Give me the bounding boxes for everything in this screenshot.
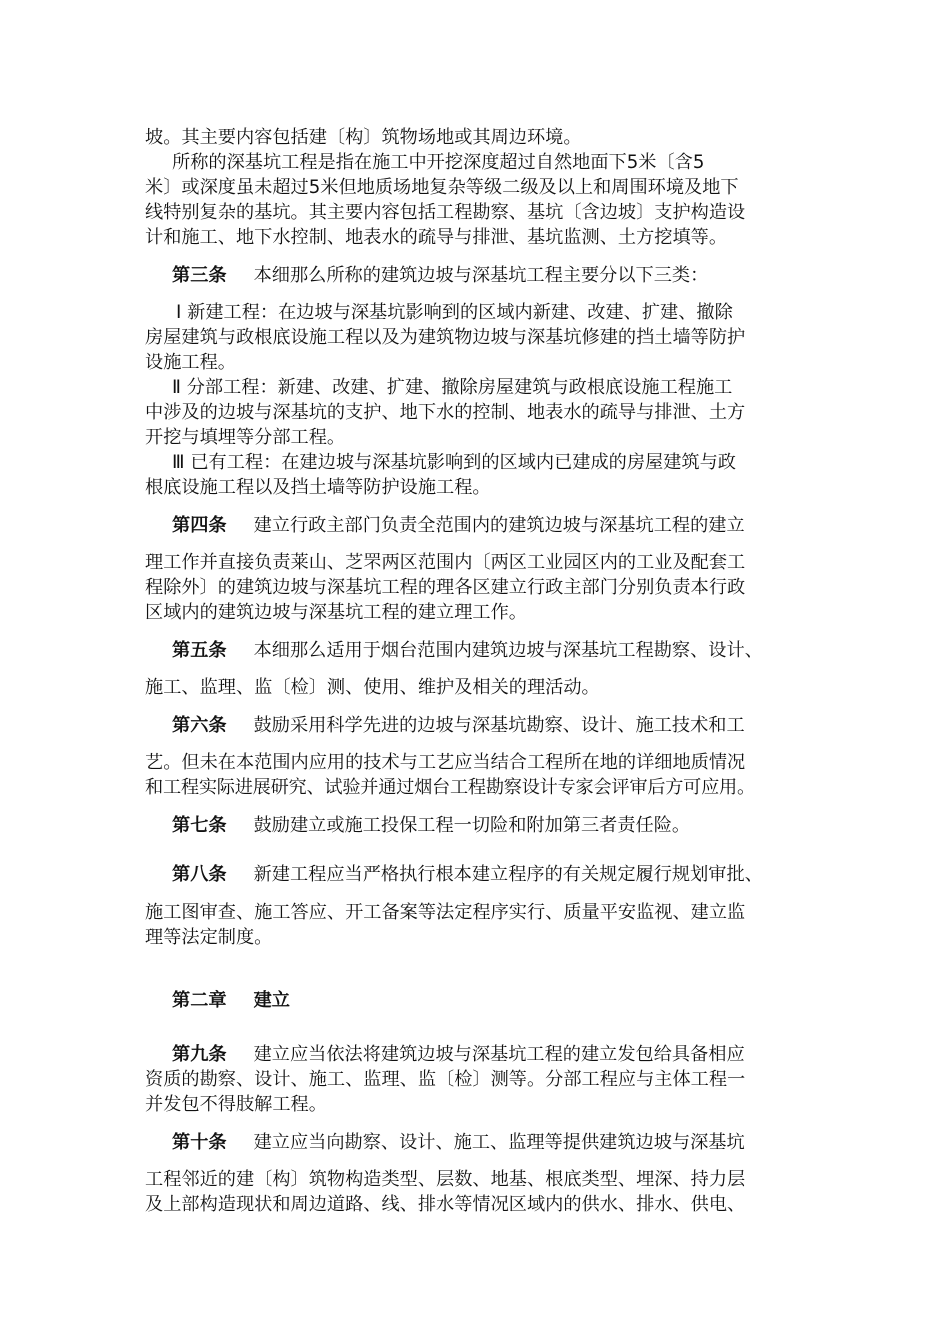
- paragraph-line: 程除外〕的建筑边坡与深基坑工程的理各区建立行政主部门分别负责本行政: [145, 577, 746, 598]
- category-item: Ⅲ 已有工程：在建边坡与深基坑影响到的区域内已建成的房屋建筑与政: [172, 452, 736, 473]
- paragraph-line: 根底设施工程以及挡土墙等防护设施工程。: [145, 477, 491, 498]
- article-6: [172, 713, 745, 738]
- article-label: 第四条: [172, 515, 227, 536]
- article-label: 第七条: [172, 815, 227, 836]
- article-9: [172, 1042, 745, 1067]
- article-text: 建立应当向勘察、设计、施工、监理等提供建筑边坡与深基坑: [253, 1132, 745, 1153]
- article-text: 本细那么所称的建筑边坡与深基坑工程主要分以下三类：: [253, 265, 709, 286]
- paragraph-line: 艺。但未在本范围内应用的技术与工艺应当结合工程所在地的详细地质情况: [145, 752, 746, 773]
- chapter-heading: [172, 988, 290, 1013]
- paragraph-line: 开挖与填埋等分部工程。: [145, 427, 346, 448]
- paragraph-line: 施工图审查、施工答应、开工备案等法定程序实行、质量平安监视、建立监: [145, 902, 746, 923]
- article-label: 第十条: [172, 1132, 227, 1153]
- paragraph-line: 资质的勘察、设计、施工、监理、监〔检〕测等。分部工程应与主体工程一: [145, 1069, 746, 1090]
- article-text: 鼓励采用科学先进的边坡与深基坑勘察、设计、施工技术和工: [253, 715, 745, 736]
- paragraph-line: 房屋建筑与政根底设施工程以及为建筑物边坡与深基坑修建的挡土墙等防护: [145, 327, 746, 348]
- article-label: 第三条: [172, 265, 227, 286]
- article-text: 本细那么适用于烟台范围内建筑边坡与深基坑工程勘察、设计、: [253, 640, 763, 661]
- article-text: 建立应当依法将建筑边坡与深基坑工程的建立发包给具备相应: [253, 1044, 745, 1065]
- article-text: 建立行政主部门负责全范围内的建筑边坡与深基坑工程的建立: [253, 515, 745, 536]
- paragraph-line: 理工作并直接负责莱山、芝罘两区范围内〔两区工业园区内的工业及配套工: [145, 552, 746, 573]
- paragraph-line: 计和施工、地下水控制、地表水的疏导与排泄、基坑监测、土方挖填等。: [145, 227, 728, 248]
- paragraph-line: 工程邻近的建〔构〕筑物构造类型、层数、地基、根底类型、埋深、持力层: [145, 1169, 746, 1190]
- paragraph-line: 中涉及的边坡与深基坑的支护、地下水的控制、地表水的疏导与排泄、土方: [145, 402, 746, 423]
- paragraph-line: 理等法定制度。: [145, 927, 273, 948]
- chapter-title: 建立: [253, 990, 290, 1011]
- article-label: 第八条: [172, 864, 227, 885]
- paragraph-line: 并发包不得肢解工程。: [145, 1094, 327, 1115]
- paragraph-line: 所称的深基坑工程是指在施工中开挖深度超过自然地面下5米〔含5: [172, 152, 705, 173]
- article-text: 新建工程应当严格执行根本建立程序的有关规定履行规划审批、: [253, 864, 763, 885]
- article-5: [172, 638, 763, 663]
- chapter-number: 第二章: [172, 990, 227, 1011]
- paragraph-line: 区域内的建筑边坡与深基坑工程的建立理工作。: [145, 602, 527, 623]
- article-8: [172, 862, 763, 887]
- paragraph-line: 设施工程。: [145, 352, 236, 373]
- article-10: [172, 1130, 745, 1155]
- paragraph-line: 线特别复杂的基坑。其主要内容包括工程勘察、基坑〔含边坡〕支护构造设: [145, 202, 746, 223]
- paragraph-line: 米〕或深度虽未超过5米但地质场地复杂等级二级及以上和周围环境及地下: [145, 177, 739, 198]
- article-text: 鼓励建立或施工投保工程一切险和附加第三者责任险。: [253, 815, 691, 836]
- paragraph-line: 及上部构造现状和周边道路、线、排水等情况区域内的供水、排水、供电、: [145, 1194, 746, 1215]
- paragraph-line: 和工程实际进展研究、试验并通过烟台工程勘察设计专家会评审后方可应用。: [145, 777, 755, 798]
- category-item: Ⅱ 分部工程：新建、改建、扩建、撤除房屋建筑与政根底设施工程施工: [172, 377, 733, 398]
- article-label: 第六条: [172, 715, 227, 736]
- paragraph-line: 坡。其主要内容包括建〔构〕筑物场地或其周边环境。: [145, 127, 582, 148]
- category-item: Ⅰ 新建工程：在边坡与深基坑影响到的区域内新建、改建、扩建、撤除: [176, 302, 733, 323]
- paragraph-line: 施工、监理、监〔检〕测、使用、维护及相关的理活动。: [145, 677, 600, 698]
- article-label: 第九条: [172, 1044, 227, 1065]
- article-3: [172, 263, 708, 288]
- article-4: [172, 513, 745, 538]
- article-7: [172, 813, 690, 838]
- article-label: 第五条: [172, 640, 227, 661]
